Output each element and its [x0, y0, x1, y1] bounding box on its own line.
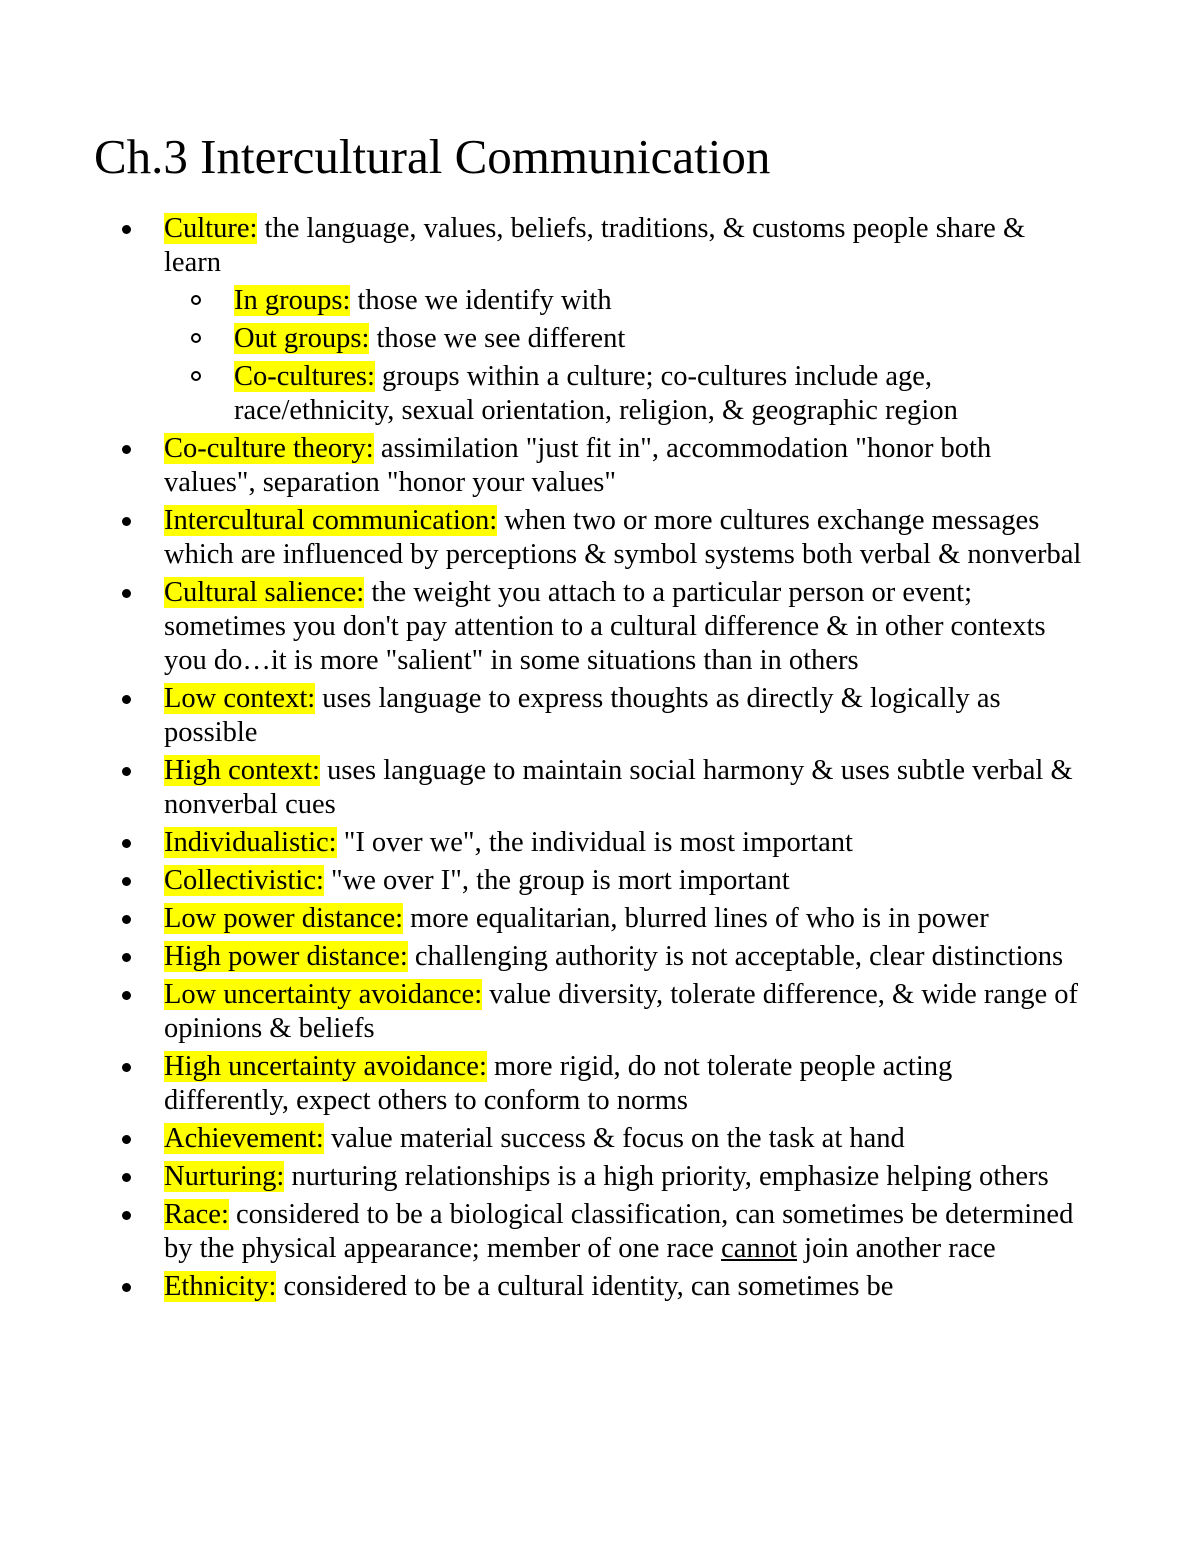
highlighted-term: Co-culture theory: — [164, 433, 374, 464]
list-item — [0, 754, 1084, 822]
highlighted-term: Intercultural communication: — [164, 505, 498, 536]
term-definition: value diversity, tolerate difference, & wide range of opinions & beliefs — [164, 979, 1078, 1044]
sub-list-item — [234, 360, 1084, 428]
term-definition: more equalitarian, blurred lines of who is in power — [403, 903, 989, 934]
bullet-icon — [122, 1063, 131, 1072]
highlighted-term: High power distance: — [164, 941, 408, 972]
list-item — [0, 978, 1084, 1046]
bullet-icon — [122, 517, 131, 526]
list-item — [0, 682, 1084, 750]
list-item — [0, 1160, 1084, 1194]
list-item — [0, 826, 1084, 860]
term-definition: nurturing relationships is a high priority, emphasize helping others — [284, 1161, 1049, 1192]
list-item — [0, 902, 1084, 936]
page-title: Ch.3 Intercultural Communication — [94, 129, 771, 184]
list-item — [0, 504, 1084, 572]
term-definition: considered to be a cultural identity, can sometimes be — [276, 1271, 894, 1302]
term-definition: those we see different — [369, 323, 626, 354]
bullet-icon — [122, 1173, 131, 1182]
bullet-icon — [122, 1211, 131, 1220]
hollow-bullet-icon — [191, 295, 201, 305]
term-definition: value material success & focus on the task at hand — [323, 1123, 905, 1154]
sub-list — [164, 284, 1084, 428]
list-item — [0, 432, 1084, 500]
term-definition: the weight you attach to a particular person or event; sometimes you don't pay attention to a cultural difference & in other contexts you do…it is more "salient" in some situations than in others — [164, 577, 1046, 676]
highlighted-term: Collectivistic: — [164, 865, 324, 896]
highlighted-term: Achievement: — [164, 1123, 324, 1154]
term-definition: the language, values, beliefs, traditions, & customs people share & learn — [164, 213, 1026, 278]
bullet-icon — [122, 225, 131, 234]
list-item — [0, 1198, 1084, 1266]
highlighted-term: Co-cultures: — [234, 361, 375, 392]
term-definition: considered to be a biological classification, can sometimes be determined by the physical appearance; member of one race — [164, 1199, 1074, 1264]
term-definition: groups within a culture; co-cultures include age, race/ethnicity, sexual orientation, religion, & geographic region — [234, 361, 958, 426]
bullet-icon — [122, 1135, 131, 1144]
term-definition: assimilation "just fit in", accommodation "honor both values", separation "honor your values" — [164, 433, 992, 498]
sub-list-item — [234, 322, 1084, 356]
highlighted-term: Low uncertainty avoidance: — [164, 979, 483, 1010]
term-definition: more rigid, do not tolerate people acting differently, expect others to conform to norms — [164, 1051, 953, 1116]
bullet-icon — [122, 915, 131, 924]
term-definition: challenging authority is not acceptable, clear distinctions — [407, 941, 1064, 972]
bullet-icon — [122, 695, 131, 704]
term-definition: "I over we", the individual is most important — [336, 827, 853, 858]
highlighted-term: Low context: — [164, 683, 316, 714]
hollow-bullet-icon — [191, 371, 201, 381]
list-item — [0, 1122, 1084, 1156]
underlined-word: cannot — [721, 1233, 798, 1264]
list-item — [0, 212, 1084, 428]
bullet-icon — [122, 839, 131, 848]
term-definition-continued: join another race — [797, 1233, 996, 1264]
highlighted-term: Cultural salience: — [164, 577, 365, 608]
bullet-icon — [122, 767, 131, 776]
highlighted-term: High uncertainty avoidance: — [164, 1051, 487, 1082]
list-item — [0, 1050, 1084, 1118]
bullet-icon — [122, 1283, 131, 1292]
sub-list-item — [234, 284, 1084, 318]
term-list — [0, 212, 1200, 1308]
list-item — [0, 940, 1084, 974]
highlighted-term: Nurturing: — [164, 1161, 285, 1192]
highlighted-term: Ethnicity: — [164, 1271, 277, 1302]
bullet-icon — [122, 953, 131, 962]
highlighted-term: In groups: — [234, 285, 351, 316]
bullet-icon — [122, 589, 131, 598]
list-item — [0, 576, 1084, 678]
highlighted-term: Low power distance: — [164, 903, 404, 934]
term-definition: uses language to maintain social harmony & uses subtle verbal & nonverbal cues — [164, 755, 1073, 820]
highlighted-term: Race: — [164, 1199, 229, 1230]
highlighted-term: Culture: — [164, 213, 258, 244]
highlighted-term: High context: — [164, 755, 320, 786]
bullet-icon — [122, 991, 131, 1000]
term-definition: when two or more cultures exchange messages which are influenced by perceptions & symbol systems both verbal & nonverbal — [164, 505, 1082, 570]
bullet-icon — [122, 445, 131, 454]
highlighted-term: Out groups: — [234, 323, 370, 354]
term-definition: those we identify with — [350, 285, 612, 316]
list-item — [0, 864, 1084, 898]
term-definition: uses language to express thoughts as directly & logically as possible — [164, 683, 1001, 748]
highlighted-term: Individualistic: — [164, 827, 337, 858]
list-item — [0, 1270, 1084, 1304]
bullet-icon — [122, 877, 131, 886]
term-definition: "we over I", the group is mort important — [323, 865, 790, 896]
hollow-bullet-icon — [191, 333, 201, 343]
